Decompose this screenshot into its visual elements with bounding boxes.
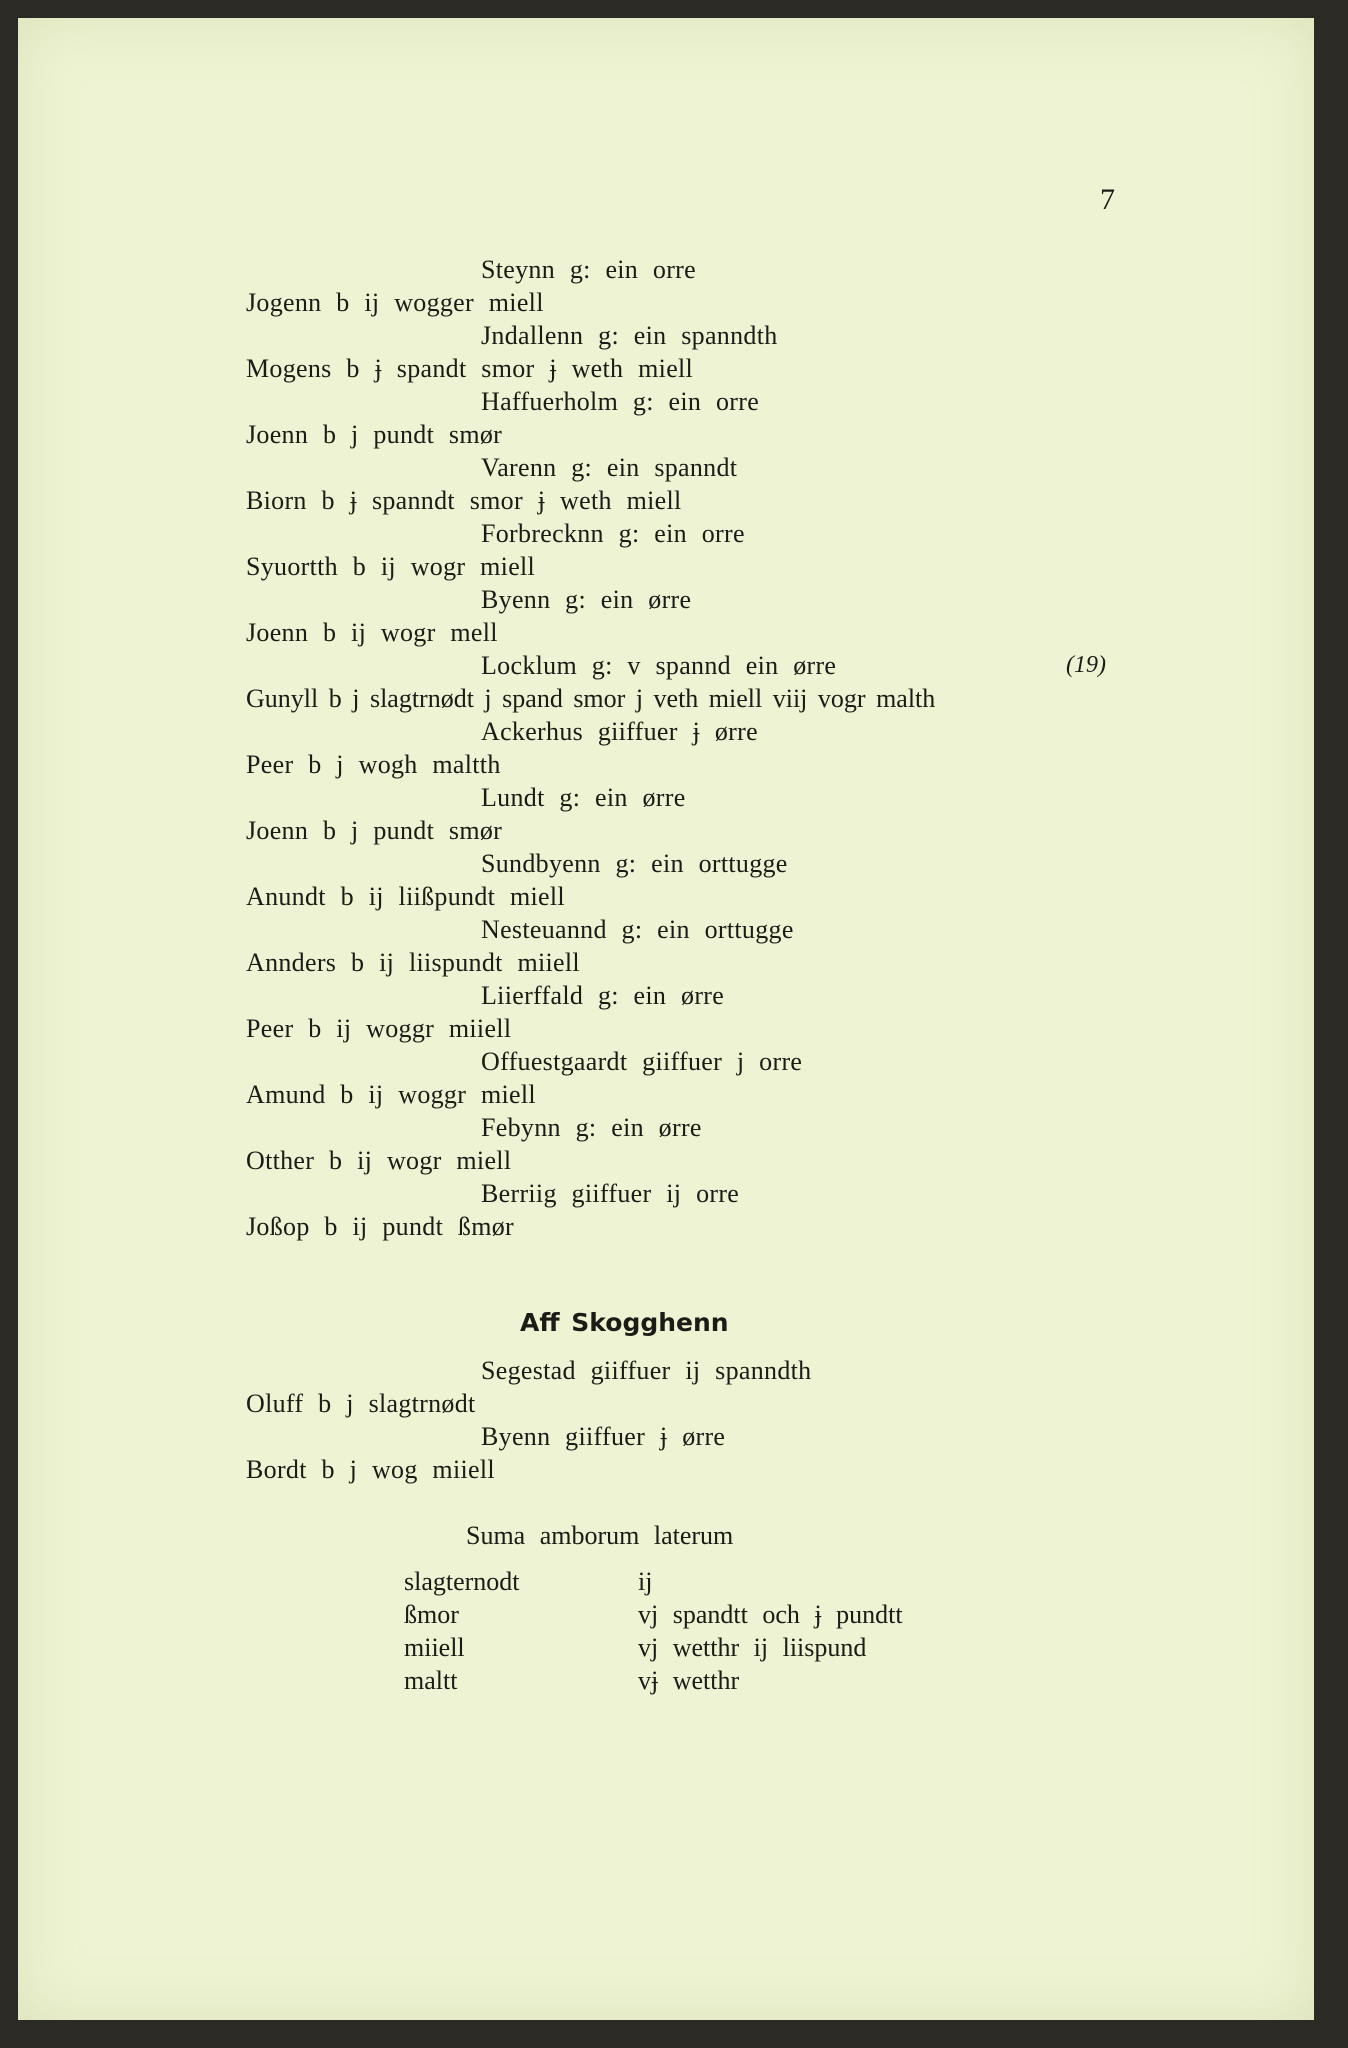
summary-amount: vɉ wetthr	[638, 1666, 740, 1695]
section-heading: Aff Skogghenn	[520, 1308, 729, 1337]
margin-note: (19)	[1066, 652, 1106, 678]
summary-title: Suma amborum laterum	[466, 1521, 734, 1550]
person-line: Annders b ij liispundt miiell	[246, 948, 580, 977]
person-line: Joenn b j pundt smør	[246, 420, 503, 449]
farm-line: Febynn g: ein ørre	[481, 1113, 702, 1142]
farm-line: Byenn giiffuer ɉ ørre	[481, 1422, 726, 1451]
farm-line: Haffuerholm g: ein orre	[481, 387, 760, 416]
person-line: Joenn b ij wogr mell	[246, 618, 498, 647]
farm-line: Nesteuannd g: ein orttugge	[481, 915, 794, 944]
summary-item: miiell	[404, 1633, 465, 1662]
farm-line: Ackerhus giiffuer ɉ ørre	[481, 717, 758, 746]
farm-line: Sundbyenn g: ein orttugge	[481, 849, 788, 878]
person-line: Joßop b ij pundt ßmør	[246, 1212, 514, 1241]
farm-line: Berriig giiffuer ij orre	[481, 1179, 740, 1208]
person-line: Anundt b ij liißpundt miell	[246, 882, 565, 911]
summary-item: maltt	[404, 1666, 458, 1695]
person-line: Bordt b j wog miiell	[246, 1455, 495, 1484]
farm-line: Locklum g: v spannd ein ørre	[481, 651, 837, 680]
person-line: Biorn b ɉ spanndt smor ɉ weth miell	[246, 486, 682, 515]
person-line: Jogenn b ij wogger miell	[246, 288, 544, 317]
farm-line: Offuestgaardt giiffuer j orre	[481, 1047, 803, 1076]
person-line: Syuortth b ij wogr miell	[246, 552, 536, 581]
person-line: Gunyll b j slagtrnødt j spand smor j veth miell viij vogr malth	[246, 684, 936, 713]
person-line: Amund b ij woggr miell	[246, 1080, 536, 1109]
person-line: Mogens b ɉ spandt smor ɉ weth miell	[246, 354, 694, 383]
summary-item: ßmor	[404, 1600, 459, 1629]
page-number: 7	[1100, 183, 1115, 216]
summary-amount: ij	[638, 1567, 653, 1596]
farm-line: Varenn g: ein spanndt	[481, 453, 738, 482]
person-line: Oluff b j slagtrnødt	[246, 1389, 476, 1418]
farm-line: Jndallenn g: ein spanndth	[481, 321, 778, 350]
farm-line: Segestad giiffuer ij spanndth	[481, 1356, 812, 1385]
summary-amount: vj wetthr ij liispund	[638, 1633, 867, 1662]
summary-amount: vj spandtt och ɉ pundtt	[638, 1600, 903, 1629]
summary-item: slagternodt	[404, 1567, 520, 1596]
person-line: Peer b j wogh maltth	[246, 750, 501, 779]
person-line: Peer b ij woggr miiell	[246, 1014, 512, 1043]
person-line: Joenn b j pundt smør	[246, 816, 503, 845]
document-page	[18, 18, 1314, 2020]
farm-line: Liierffald g: ein ørre	[481, 981, 725, 1010]
farm-line: Forbrecknn g: ein orre	[481, 519, 745, 548]
farm-line: Lundt g: ein ørre	[481, 783, 686, 812]
farm-line: Byenn g: ein ørre	[481, 585, 692, 614]
person-line: Otther b ij wogr miell	[246, 1146, 512, 1175]
farm-line: Steynn g: ein orre	[481, 255, 696, 284]
